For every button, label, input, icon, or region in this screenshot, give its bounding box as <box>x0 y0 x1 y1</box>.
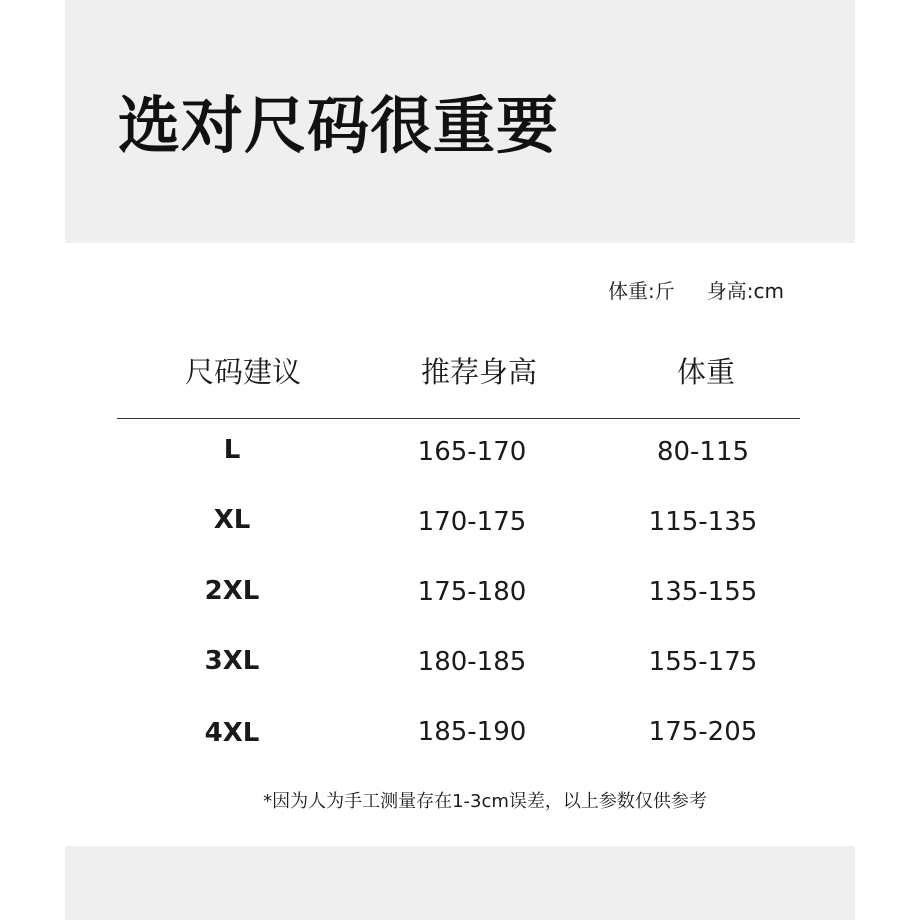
header-size: 尺码建议 <box>184 355 301 389</box>
weight-unit-label: 体重:斤 <box>608 279 675 303</box>
weight-cell: 155-175 <box>648 647 758 677</box>
size-cell: 3XL <box>204 646 260 676</box>
weight-cell: 80-115 <box>656 437 750 467</box>
height-unit-label: 身高:cm <box>706 279 784 303</box>
weight-cell: 115-135 <box>648 507 758 537</box>
size-cell: 4XL <box>204 718 260 748</box>
weight-cell: 135-155 <box>648 577 758 607</box>
height-cell: 165-170 <box>417 437 527 467</box>
size-cell: XL <box>213 505 251 535</box>
page-title: 选对尺码很重要 <box>118 89 560 162</box>
weight-cell: 175-205 <box>648 717 758 747</box>
units-legend <box>608 281 784 301</box>
height-cell: 180-185 <box>417 647 527 677</box>
header-weight: 体重 <box>676 355 735 389</box>
header-height: 推荐身高 <box>420 355 537 389</box>
measurement-note: *因为人为手工测量存在1-3cm误差，以上参数仅供参考 <box>263 791 707 812</box>
size-cell: L <box>223 435 241 465</box>
height-cell: 175-180 <box>417 577 527 607</box>
size-cell: 2XL <box>204 576 260 606</box>
height-cell: 185-190 <box>417 717 527 747</box>
height-cell: 170-175 <box>417 507 527 537</box>
footer-band <box>65 846 855 920</box>
header-divider <box>117 418 800 419</box>
